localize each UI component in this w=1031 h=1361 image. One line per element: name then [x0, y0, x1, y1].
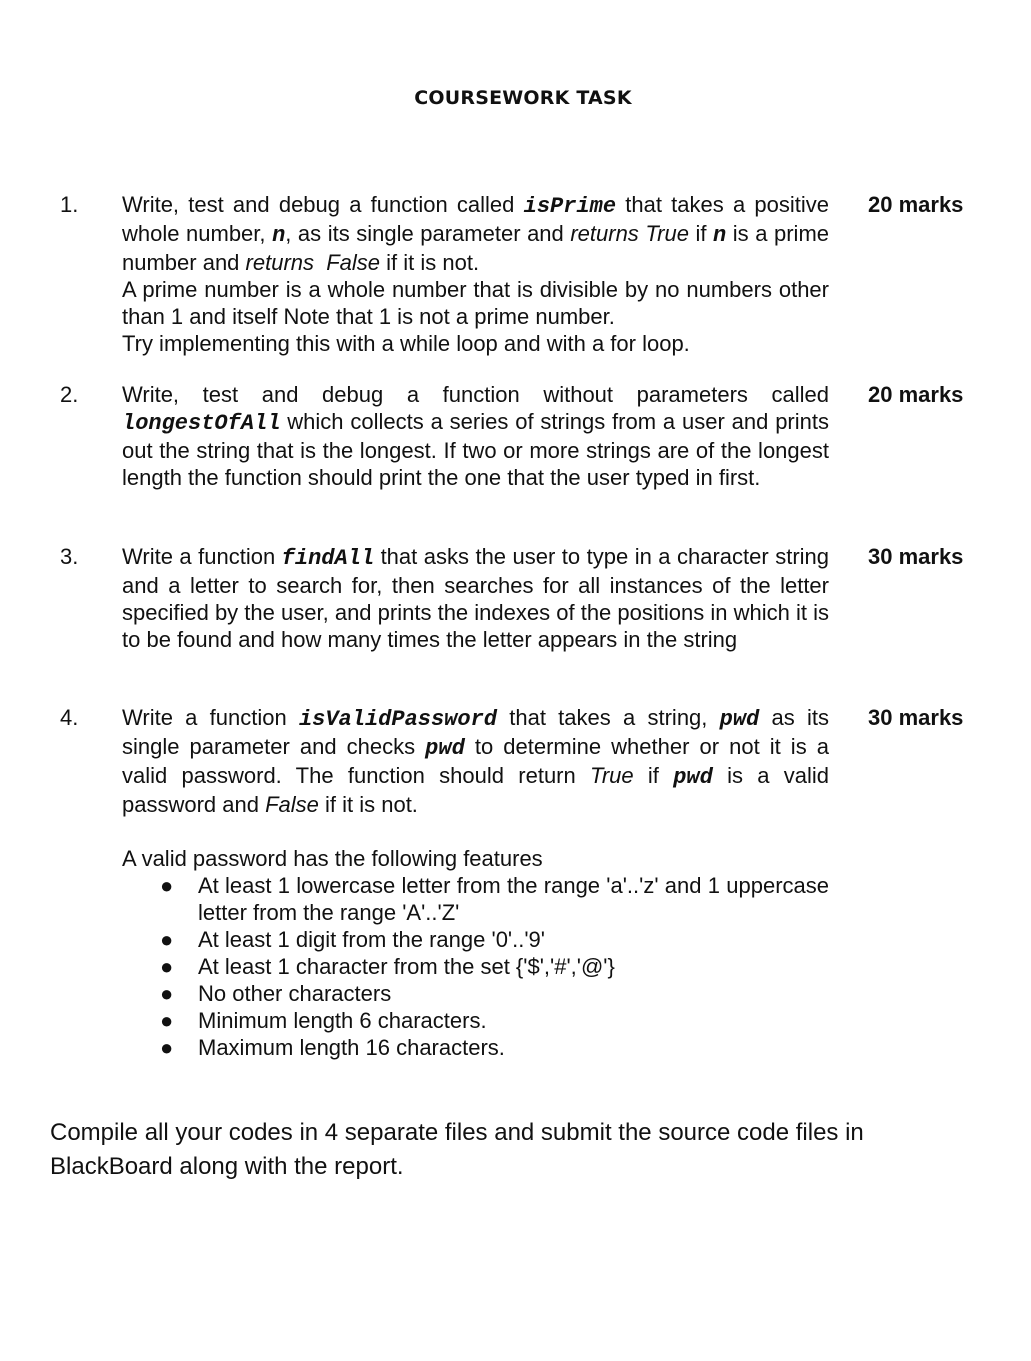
task-number: 1. — [60, 192, 79, 217]
task-marks: 20 marks — [868, 382, 964, 407]
task-number: 4. — [60, 705, 79, 730]
list-item: ● At least 1 lowercase letter from the range 'a'..'z' and 1 uppercase letter from the range 'A'..'Z' — [160, 873, 829, 925]
list-item: ● At least 1 character from the set {'$','#','@'} — [160, 954, 615, 979]
parameter-name: pwd — [425, 736, 465, 761]
features-intro: A valid password has the following features — [122, 846, 543, 871]
list-item: ● No other characters — [160, 981, 392, 1006]
function-name: isPrime — [523, 194, 617, 219]
parameter-name: pwd — [673, 765, 713, 790]
spacer — [122, 818, 829, 845]
task-number: 2. — [60, 382, 79, 407]
task-paragraph: Write, test and debug a function without parameters called longestOfAll which collects a series of strings from a user and prints out the string that is the longest. If two or more strings are of the longest length the function should print the one that the user typed in first. — [122, 382, 829, 490]
task-description — [122, 704, 829, 1061]
task-paragraph: Write, test and debug a function called isPrime that takes a positive whole number, n, as its single parameter and returns True if n is a prime number and returns False if it is not. — [122, 192, 830, 275]
page-title: COURSEWORK TASK — [414, 87, 632, 109]
task-description — [122, 543, 829, 653]
task-marks: 30 marks — [868, 705, 964, 730]
parameter-name: n — [272, 223, 286, 248]
list-item: ● Minimum length 6 characters. — [160, 1008, 487, 1033]
task-marks: 20 marks — [868, 192, 964, 217]
task-number: 3. — [60, 544, 79, 569]
features-list — [122, 872, 829, 1061]
bullet-icon: ● — [160, 954, 174, 979]
task-paragraph: Write a function isValidPassword that takes a string, pwd as its single parameter and checks pwd to determine whether or not it is a valid password. The function should return True if pwd is a valid password and False if it is not. — [122, 705, 829, 817]
list-item: ● Maximum length 16 characters. — [160, 1035, 505, 1060]
bullet-icon: ● — [160, 927, 174, 952]
task-description — [122, 381, 829, 491]
function-name: isValidPassword — [298, 707, 497, 732]
submission-instructions: Compile all your codes in 4 separate files and submit the source code files in BlackBoard along with the report. — [50, 1119, 864, 1180]
bullet-icon: ● — [160, 1035, 174, 1060]
bullet-icon: ● — [160, 873, 174, 898]
task-paragraph: Write a function findAll that asks the user to type in a character string and a letter to search for, then searches for all instances of the letter specified by the user, and prints the indexes of the positions in which it is to be found and how many times the letter appears in the string — [122, 544, 829, 652]
task-marks: 30 marks — [868, 544, 964, 569]
bullet-icon: ● — [160, 1008, 174, 1033]
task-description — [122, 191, 829, 357]
task-paragraph: Try implementing this with a while loop and with a for loop. — [122, 331, 690, 356]
function-name: longestOfAll — [122, 411, 281, 436]
parameter-name: n — [713, 223, 727, 248]
list-item: ● At least 1 digit from the range '0'..'9' — [160, 927, 545, 952]
function-name: findAll — [281, 546, 375, 571]
task-paragraph: A prime number is a whole number that is divisible by no numbers other than 1 and itself Note that 1 is not a prime number. — [122, 277, 829, 329]
bullet-icon: ● — [160, 981, 174, 1006]
parameter-name: pwd — [719, 707, 760, 732]
